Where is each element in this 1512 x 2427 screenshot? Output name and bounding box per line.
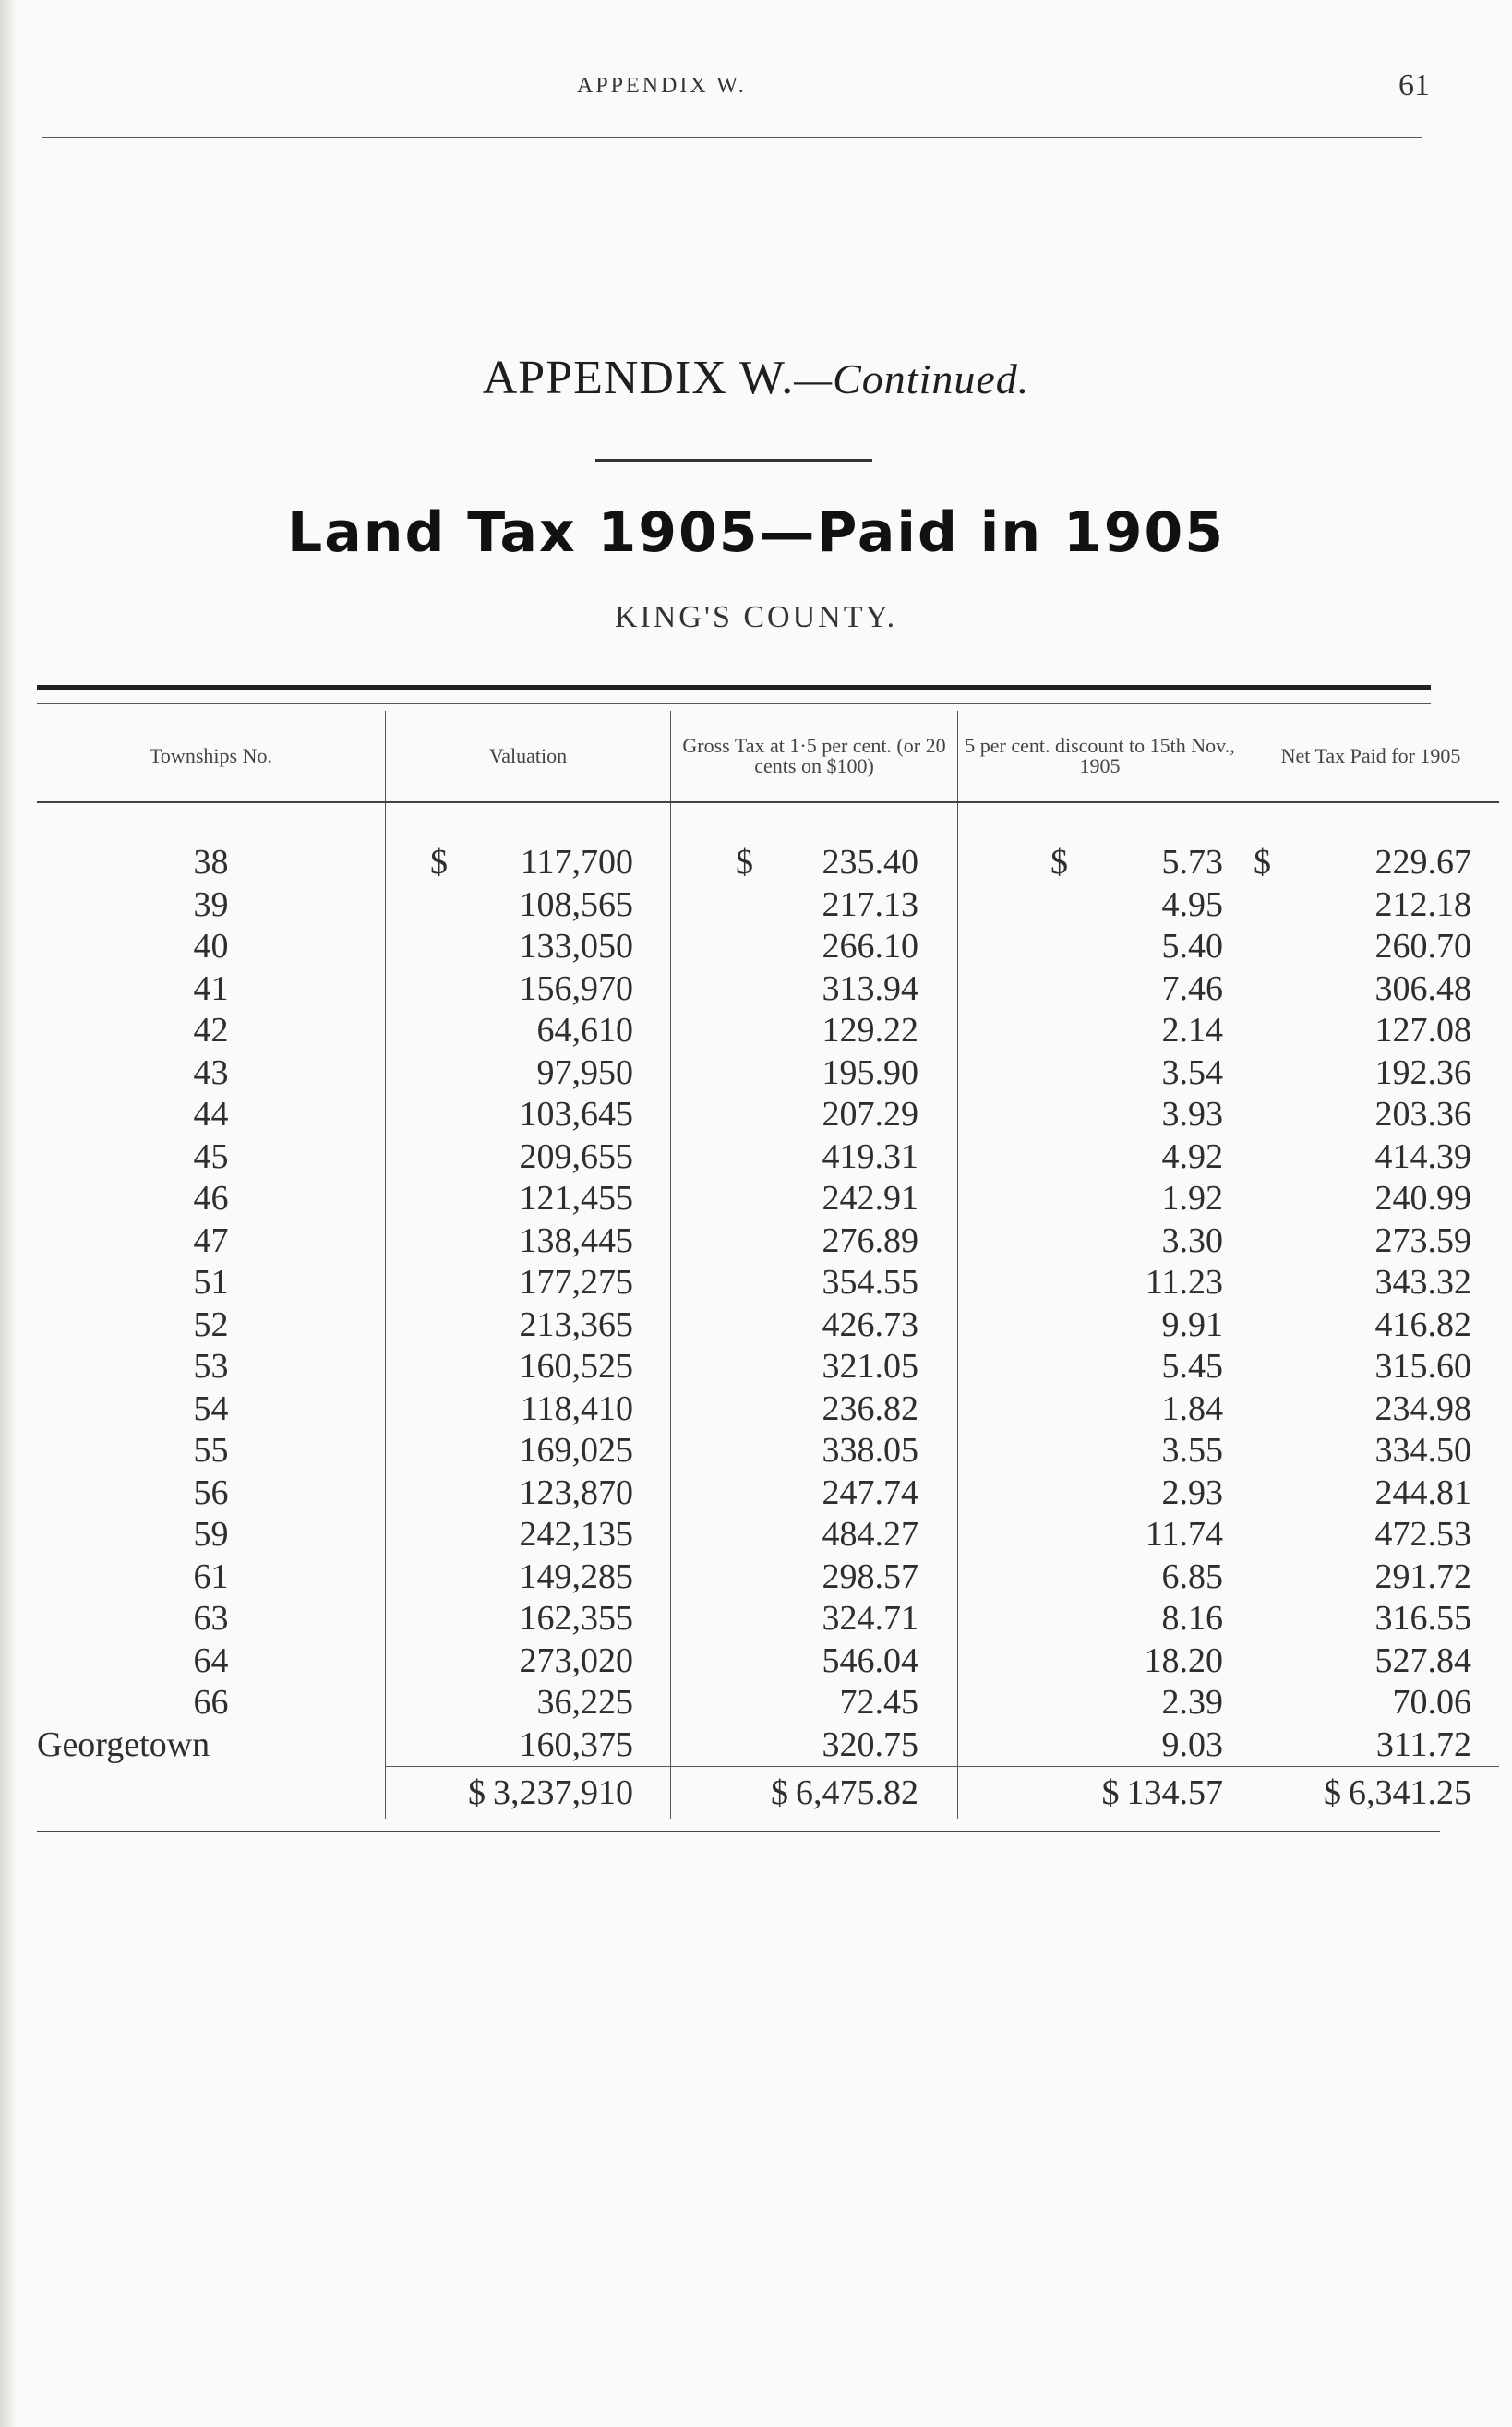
table-row [37,1052,1499,1095]
gross-tax-cell-value: 247.74 [822,1472,918,1512]
net-tax-cell-value: 212.18 [1374,884,1471,924]
gross-tax-cell-value: 320.75 [822,1724,918,1764]
net-tax-cell-value: 291.72 [1374,1556,1471,1596]
total-discount-cell-value: 134.57 [1126,1773,1223,1812]
net-tax-cell-value: 260.70 [1374,927,1471,966]
net-tax-cell [1242,1178,1500,1220]
township-cell: 47 [193,1220,229,1260]
discount-cell [958,1220,1242,1263]
valuation-cell [386,1388,671,1431]
table-row [37,1304,1499,1347]
totals-label-cell [37,1767,386,1820]
valuation-cell [386,1346,671,1388]
table-bottom-rule [37,1831,1440,1832]
net-tax-cell [1242,842,1500,884]
gross-tax-cell-value: 236.82 [822,1388,918,1428]
valuation-cell [386,1472,671,1515]
valuation-cell-value: 160,525 [519,1347,633,1386]
valuation-cell [386,1178,671,1220]
net-tax-cell-value: 244.81 [1374,1472,1471,1512]
valuation-cell-value: 242,135 [519,1515,633,1554]
table-row [37,968,1499,1011]
discount-cell [958,1346,1242,1388]
currency-symbol: $ [1254,843,1271,882]
net-tax-cell [1242,1430,1500,1472]
discount-cell [958,1178,1242,1220]
discount-cell-value: 8.16 [1161,1599,1223,1638]
net-tax-cell-value: 70.06 [1392,1683,1471,1722]
table-row [37,1136,1499,1179]
net-tax-cell [1242,1094,1500,1136]
valuation-cell [386,1430,671,1472]
valuation-cell [386,1262,671,1304]
total-valuation-cell-value: 3,237,910 [493,1773,633,1812]
gross-tax-cell-value: 321.05 [822,1347,918,1386]
valuation-cell-value: 177,275 [519,1263,633,1302]
township-cell: 63 [193,1599,229,1638]
gross-tax-cell [671,1430,958,1472]
valuation-cell [386,1052,671,1095]
valuation-cell [386,1010,671,1052]
discount-cell [958,842,1242,884]
township-cell: 38 [193,843,229,882]
discount-cell-value: 3.55 [1161,1431,1223,1470]
gross-tax-cell-value: 484.27 [822,1515,918,1554]
currency-symbol: $ [468,1773,486,1812]
gross-tax-cell [671,1388,958,1431]
table-row [37,1472,1499,1515]
township-cell: 44 [193,1095,229,1134]
township-cell: 52 [193,1304,229,1344]
discount-cell [958,1136,1242,1179]
net-tax-cell-value: 203.36 [1374,1095,1471,1134]
net-tax-cell [1242,1514,1500,1556]
net-tax-cell [1242,1346,1500,1388]
table-row [37,1262,1499,1304]
table-row [37,1556,1499,1599]
gross-tax-cell-value: 324.71 [822,1599,918,1638]
township-cell: 54 [193,1388,229,1428]
net-tax-cell-value: 192.36 [1374,1052,1471,1092]
township-cell: 46 [193,1179,229,1218]
table-row [37,1514,1499,1556]
col-header-discount: 5 per cent. discount to 15th Nov., 1905 [958,711,1242,802]
discount-cell [958,1430,1242,1472]
gross-tax-cell [671,1514,958,1556]
valuation-cell-value: 121,455 [519,1179,633,1218]
page-number: 61 [1398,68,1430,102]
land-tax-table-container [37,711,1471,1819]
discount-cell [958,884,1242,927]
discount-cell [958,1472,1242,1515]
gross-tax-cell [671,1262,958,1304]
discount-cell-value: 3.54 [1161,1052,1223,1092]
township-cell: 42 [193,1011,229,1050]
gross-tax-cell [671,1010,958,1052]
gross-tax-cell-value: 129.22 [822,1011,918,1050]
township-cell: 56 [193,1472,229,1512]
currency-symbol: $ [736,843,753,882]
net-tax-cell [1242,1598,1500,1640]
valuation-cell-value: 117,700 [520,843,633,882]
discount-cell-value: 5.73 [1161,843,1223,882]
totals-row [37,1767,1499,1820]
net-tax-cell [1242,1640,1500,1683]
currency-symbol: $ [430,843,448,882]
township-cell: 51 [193,1263,229,1302]
gross-tax-cell-value: 235.40 [822,843,918,882]
valuation-cell-value: 156,970 [519,968,633,1008]
gross-tax-cell [671,1472,958,1515]
discount-cell [958,968,1242,1011]
title-divider [595,459,872,462]
valuation-cell [386,1094,671,1136]
discount-cell-value: 5.45 [1161,1347,1223,1386]
net-tax-cell-value: 343.32 [1374,1263,1471,1302]
valuation-cell-value: 138,445 [519,1220,633,1260]
net-tax-cell-value: 316.55 [1374,1599,1471,1638]
gross-tax-cell-value: 207.29 [822,1095,918,1134]
gross-tax-cell [671,1178,958,1220]
gross-tax-cell [671,926,958,968]
net-tax-cell-value: 311.72 [1375,1724,1471,1764]
valuation-cell-value: 108,565 [519,884,633,924]
discount-cell [958,1514,1242,1556]
gross-tax-cell-value: 72.45 [839,1683,918,1722]
currency-symbol: $ [1101,1773,1120,1812]
valuation-cell [386,968,671,1011]
table-row [37,1010,1499,1052]
net-tax-cell-value: 472.53 [1374,1515,1471,1554]
total-discount-cell [958,1767,1242,1820]
gross-tax-cell [671,1556,958,1599]
discount-cell-value: 2.39 [1161,1683,1223,1722]
valuation-cell-value: 133,050 [519,927,633,966]
currency-symbol: $ [1050,843,1068,882]
valuation-cell-value: 169,025 [519,1431,633,1470]
net-tax-cell-value: 414.39 [1374,1136,1471,1176]
valuation-cell-value: 162,355 [519,1599,633,1638]
gross-tax-cell [671,1220,958,1263]
township-cell: 39 [193,884,229,924]
valuation-cell [386,1724,671,1767]
discount-cell [958,926,1242,968]
total-net-tax-cell-value: 6,341.25 [1349,1773,1471,1812]
table-row [37,1430,1499,1472]
valuation-cell [386,1598,671,1640]
gross-tax-cell [671,1346,958,1388]
table-row [37,1640,1499,1683]
discount-cell [958,1052,1242,1095]
table-row [37,1346,1499,1388]
header-rule [42,137,1422,138]
discount-cell-value: 5.40 [1161,927,1223,966]
total-gross-tax-cell-value: 6,475.82 [796,1773,918,1812]
valuation-cell [386,1514,671,1556]
net-tax-cell-value: 306.48 [1374,968,1471,1008]
total-valuation-cell [386,1767,671,1820]
valuation-cell [386,926,671,968]
col-header-townships: Townships No. [37,711,386,802]
gross-tax-cell-value: 266.10 [822,927,918,966]
discount-cell-value: 2.14 [1161,1011,1223,1050]
township-cell: 61 [193,1556,229,1596]
discount-cell-value: 9.03 [1161,1724,1223,1764]
township-cell: 53 [193,1347,229,1386]
valuation-cell-value: 160,375 [519,1724,633,1764]
net-tax-cell-value: 527.84 [1374,1640,1471,1680]
table-top-thin-rule [37,703,1431,704]
table-row [37,1094,1499,1136]
table-row [37,1682,1499,1724]
discount-cell-value: 2.93 [1161,1472,1223,1512]
discount-cell-value: 11.74 [1145,1515,1223,1554]
table-row [37,1598,1499,1640]
gross-tax-cell [671,1598,958,1640]
discount-cell-value: 3.93 [1161,1095,1223,1134]
continued-label: —Continued. [794,355,1030,402]
township-cell: 40 [193,927,229,966]
township-cell: 55 [193,1431,229,1470]
table-row [37,1220,1499,1263]
net-tax-cell [1242,1724,1500,1767]
gross-tax-cell [671,1052,958,1095]
valuation-cell [386,842,671,884]
discount-cell-value: 18.20 [1144,1640,1223,1680]
table-spacer-row [37,802,1499,842]
gross-tax-cell [671,1724,958,1767]
valuation-cell [386,1556,671,1599]
total-net-tax-cell [1242,1767,1500,1820]
discount-cell [958,1094,1242,1136]
net-tax-cell [1242,1556,1500,1599]
net-tax-cell [1242,968,1500,1011]
valuation-cell-value: 123,870 [519,1472,633,1512]
net-tax-cell [1242,884,1500,927]
table-row [37,842,1499,884]
table-row [37,1388,1499,1431]
valuation-cell-value: 64,610 [536,1011,633,1050]
discount-cell [958,1640,1242,1683]
table-row [37,1178,1499,1220]
township-cell: 64 [193,1640,229,1680]
valuation-cell-value: 273,020 [519,1640,633,1680]
township-cell: 43 [193,1052,229,1092]
net-tax-cell [1242,1052,1500,1095]
net-tax-cell-value: 334.50 [1374,1431,1471,1470]
currency-symbol: $ [771,1773,788,1812]
valuation-cell-value: 118,410 [520,1388,633,1428]
township-cell: 66 [193,1683,229,1722]
discount-cell-value: 7.46 [1161,968,1223,1008]
net-tax-cell-value: 234.98 [1374,1388,1471,1428]
discount-cell-value: 1.92 [1161,1179,1223,1218]
appendix-label: APPENDIX W. [482,352,795,404]
valuation-cell-value: 213,365 [519,1304,633,1344]
valuation-cell [386,1220,671,1263]
gross-tax-cell-value: 354.55 [822,1263,918,1302]
net-tax-cell-value: 240.99 [1374,1179,1471,1218]
valuation-cell [386,1304,671,1347]
col-header-net-tax: Net Tax Paid for 1905 [1242,711,1500,802]
discount-cell [958,1556,1242,1599]
discount-cell-value: 4.92 [1161,1136,1223,1176]
table-row [37,1724,1499,1767]
discount-cell [958,1724,1242,1767]
net-tax-cell [1242,1262,1500,1304]
running-title: APPENDIX W. [577,74,747,98]
gross-tax-cell [671,1682,958,1724]
valuation-cell [386,884,671,927]
township-cell: 41 [193,968,229,1008]
discount-cell-value: 1.84 [1161,1388,1223,1428]
discount-cell [958,1682,1242,1724]
gross-tax-cell-value: 298.57 [822,1556,918,1596]
township-cell: 59 [193,1515,229,1554]
net-tax-cell [1242,1682,1500,1724]
township-cell: Georgetown [37,1724,210,1764]
valuation-cell-value: 36,225 [536,1683,633,1722]
discount-cell-value: 4.95 [1161,884,1223,924]
valuation-cell-value: 149,285 [519,1556,633,1596]
discount-cell-value: 11.23 [1145,1263,1223,1302]
table-top-thick-rule [37,685,1431,690]
discount-cell [958,1304,1242,1347]
net-tax-cell [1242,1304,1500,1347]
gross-tax-cell [671,1094,958,1136]
net-tax-cell-value: 127.08 [1374,1011,1471,1050]
net-tax-cell-value: 315.60 [1374,1347,1471,1386]
land-tax-table [37,711,1499,1819]
net-tax-cell-value: 273.59 [1374,1220,1471,1260]
total-gross-tax-cell [671,1767,958,1820]
main-title: Land Tax 1905—Paid in 1905 [287,500,1225,565]
gross-tax-cell-value: 217.13 [822,884,918,924]
net-tax-cell [1242,1010,1500,1052]
gross-tax-cell [671,968,958,1011]
net-tax-cell [1242,1388,1500,1431]
col-header-gross-tax: Gross Tax at 1·5 per cent. (or 20 cents on $100) [671,711,958,802]
discount-cell-value: 9.91 [1161,1304,1223,1344]
valuation-cell-value: 97,950 [536,1052,633,1092]
gross-tax-cell [671,1304,958,1347]
gross-tax-cell-value: 313.94 [822,968,918,1008]
discount-cell [958,1598,1242,1640]
net-tax-cell-value: 229.67 [1374,843,1471,882]
discount-cell [958,1388,1242,1431]
running-head [0,68,1512,111]
valuation-cell-value: 103,645 [519,1095,633,1134]
gross-tax-cell [671,842,958,884]
gross-tax-cell [671,1640,958,1683]
discount-cell [958,1262,1242,1304]
table-header-row [37,711,1499,802]
discount-cell-value: 6.85 [1161,1556,1223,1596]
discount-cell [958,1010,1242,1052]
net-tax-cell [1242,926,1500,968]
col-header-valuation: Valuation [386,711,671,802]
gross-tax-cell-value: 338.05 [822,1431,918,1470]
table-body [37,802,1499,1819]
valuation-cell [386,1682,671,1724]
net-tax-cell [1242,1136,1500,1179]
gross-tax-cell [671,884,958,927]
net-tax-cell [1242,1472,1500,1515]
table-row [37,884,1499,927]
gross-tax-cell-value: 546.04 [822,1640,918,1680]
net-tax-cell [1242,1220,1500,1263]
township-cell: 45 [193,1136,229,1176]
net-tax-cell-value: 416.82 [1374,1304,1471,1344]
gross-tax-cell [671,1136,958,1179]
valuation-cell [386,1136,671,1179]
gross-tax-cell-value: 419.31 [822,1136,918,1176]
discount-cell-value: 3.30 [1161,1220,1223,1260]
valuation-cell-value: 209,655 [519,1136,633,1176]
table-row [37,926,1499,968]
gross-tax-cell-value: 426.73 [822,1304,918,1344]
gross-tax-cell-value: 195.90 [822,1052,918,1092]
gross-tax-cell-value: 276.89 [822,1220,918,1260]
appendix-title [0,351,1512,405]
county-subtitle: KING'S COUNTY. [614,600,898,634]
currency-symbol: $ [1324,1773,1341,1812]
gross-tax-cell-value: 242.91 [822,1179,918,1218]
valuation-cell [386,1640,671,1683]
